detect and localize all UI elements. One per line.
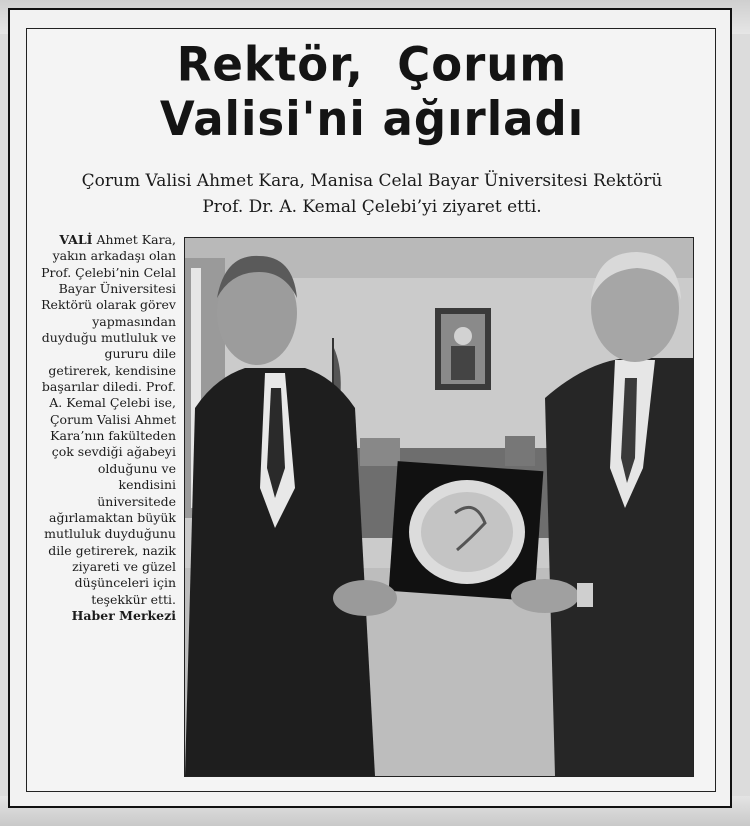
subhead-line-2: Prof. Dr. A. Kemal Çelebi’yi ziyaret etti.: [202, 197, 542, 217]
article-headline: [30, 37, 714, 146]
subhead-line-1: Çorum Valisi Ahmet Kara, Manisa Celal Bayar Üniversitesi Rektörü: [81, 171, 663, 191]
headline-line-1: Rektör, Çorum: [176, 36, 568, 92]
headline-line-2: Valisi'ni ağırladı: [159, 90, 585, 147]
article-body: [38, 232, 176, 624]
lead-word: VALİ: [59, 232, 93, 247]
article-photo: [184, 237, 694, 777]
photo-illustration: [185, 238, 693, 776]
byline: Haber Merkezi: [71, 607, 176, 623]
article-subhead: [30, 168, 714, 220]
body-paragraph: Ahmet Kara, yakın arkadaşı olan Prof. Çelebi’nin Celal Bayar Üniversitesi Rektörü olarak görev yapmasından duyduğu mutluluk ve gururu dile getirerek, kendisine başarılar diledi. Prof. A. Kemal Çelebi ise, Çorum Valisi Ahmet Kara’nın fakülteden çok sevdiği ağabeyi olduğunu ve kendisini üniversitede ağırlamaktan büyük mutluluk duyduğunu dile getirerek, nazik ziyareti ve güzel düşünceleri için teşekkür etti.: [41, 232, 176, 607]
